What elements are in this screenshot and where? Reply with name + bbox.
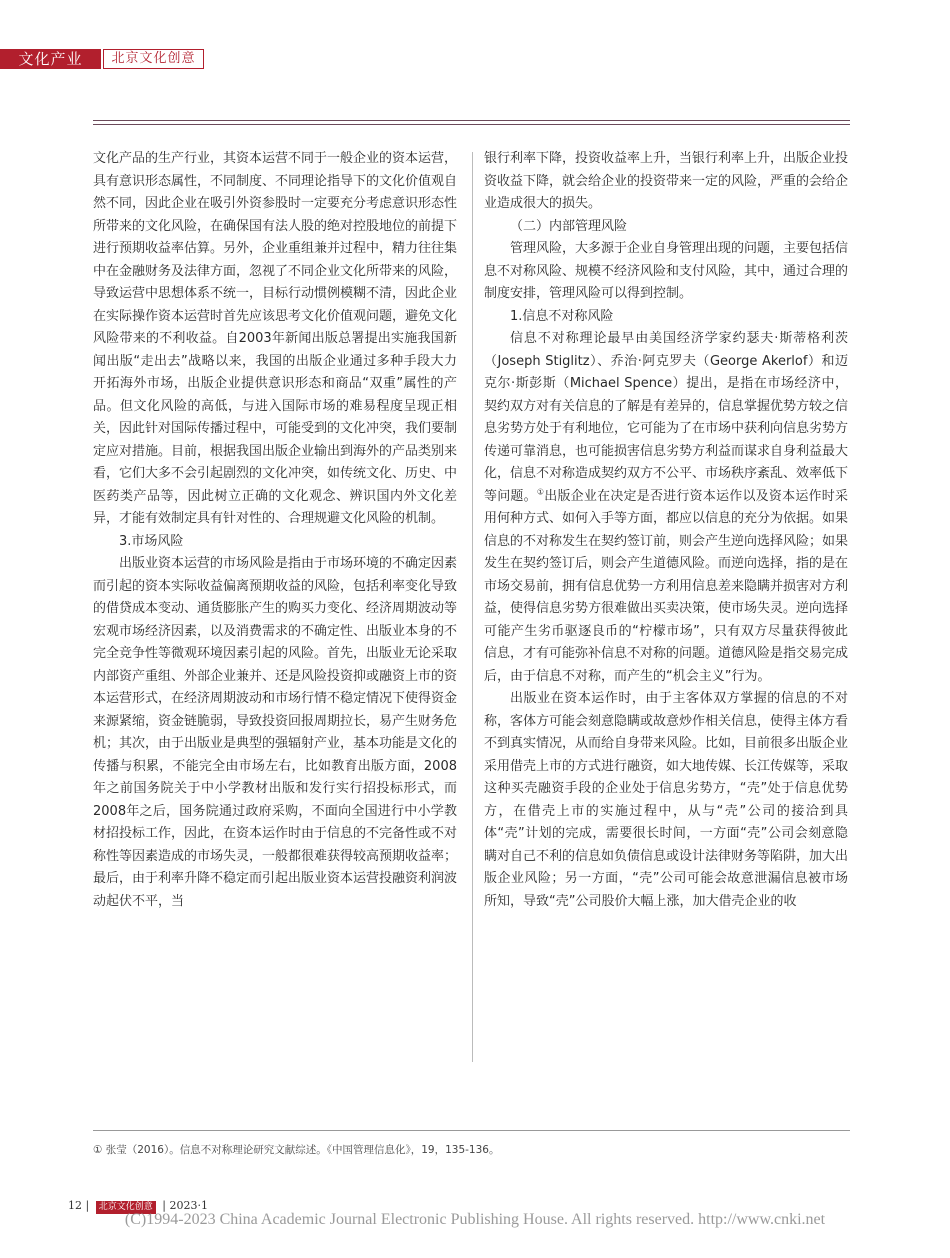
paragraph: 出版业资本运营的市场风险是指由于市场环境的不确定因素而引起的资本实际收益偏离预期收益的风险，包括利率变化导致的借贷成本变动、通货膨胀产生的购买力变化、经济周期波动等宏观市场经济因素，以及消费需求的不确定性、出版业本身的不完全竞争性等微观环境因素引起的风险。首先，出版业无论采取内部资产重组、外部企业兼并、还是风险投资抑或融资上市的资本运营形式，在经济周期波动和市场行情不稳定情况下使得资金来源紧缩，资金链脆弱，导致投资回报周期拉长，易产生财务危机；其次，由于出版业是典型的强辐射产业，基本功能是文化的传播与积累，不能完全由市场左右，比如教育出版方面，2008年之前国务院关于中小学教材出版和发行实行招投标形式，而2008年之后，国务院通过政府采购，不面向全国进行中小学教材招投标工作，因此，在资本运作时由于信息的不完备性或不对称性等因素造成的市场失灵，一般都很难获得较高预期收益率；最后，由于利率升降不稳定而引起出版业资本运营投融资利润波动起伏不平，当 <box>93 556 458 909</box>
copyright-watermark: (C)1994-2023 China Academic Journal Electronic Publishing House. All rights reserved. http://www.cnki.net <box>124 1211 826 1228</box>
footnote-marker[interactable]: ① <box>536 487 545 497</box>
column-divider <box>472 152 473 1062</box>
footer-separator: | <box>162 1199 166 1212</box>
right-column <box>484 148 848 913</box>
paragraph: 银行利率下降，投资收益率上升，当银行利率上升，出版企业投资收益下降，就会给企业的投资带来一定的风险，严重的会给企业造成很大的损失。 <box>484 151 849 211</box>
left-column <box>93 148 457 913</box>
subheading-information-asymmetry: 1.信息不对称风险 <box>510 308 614 324</box>
header-rule-top <box>93 120 850 121</box>
footnote-rule <box>93 1130 850 1131</box>
footnote: ① 张莹（2016）。信息不对称理论研究文献综述。《中国管理信息化》，19，135-136。 <box>93 1144 500 1156</box>
journal-name-tag: 北京文化创意 <box>103 49 204 69</box>
paragraph: 文化产品的生产行业，其资本运营不同于一般企业的资本运营，具有意识形态属性，不同制度、不同理论指导下的文化价值观自然不同，因此企业在吸引外资参股时一定要充分考虑意识形态性所带来的文化风险，在确保国有法人股的绝对控股地位的前提下进行预期收益率估算。另外，企业重组兼并过程中，精力往往集中在金融财务及法律方面，忽视了不同企业文化所带来的风险，导致运营中思想体系不统一，目标行动惯例模糊不清，因此企业在实际操作资本运营时首先应该思考文化价值观问题，避免文化风险带来的不利收益。自2003年新闻出版总署提出实施我国新闻出版“走出去”战略以来，我国的出版企业通过多种手段大力开拓海外市场，出版企业提供意识形态和商品“双重”属性的产品。但文化风险的高低，与进入国际市场的难易程度呈现正相关，因此针对国际传播过程中，可能受到的文化冲突，我们要制定应对措施。目前，根据我国出版企业输出到海外的产品类别来看，它们大多不会引起剧烈的文化冲突，如传统文化、历史、中医药类产品等，因此树立正确的文化观念、辨识国内外文化差异，才能有效制定具有针对性的、合理规避文化风险的机制。 <box>93 151 458 526</box>
paragraph-with-footnote <box>484 328 848 688</box>
header-rule-bottom <box>93 124 850 125</box>
page-number: 12 <box>68 1199 82 1212</box>
paragraph-text: 出版企业在决定是否进行资本运作以及资本运作时采用何种方式、如何入手等方面，都应以信息的充分为依据。如果信息的不对称发生在契约签订前，则会产生逆向选择风险；如果发生在契约签订后，则会产生道德风险。而逆向选择，指的是在市场交易前，拥有信息优势一方利用信息差来隐瞒并损害对方利益，使得信息劣势方很难做出买卖决策，使市场失灵。逆向选择可能产生劣币驱逐良币的“柠檬市场”，只有双方尽量获得彼此信息，才有可能弥补信息不对称的问题。道德风险是指交易完成后，由于信息不对称，而产生的“机会主义”行为。 <box>484 488 849 684</box>
subheading-internal-management-risk: （二）内部管理风险 <box>510 218 628 234</box>
subheading-market-risk: 3.市场风险 <box>119 533 184 549</box>
footer-brand: 北京文化创意 <box>96 1201 156 1214</box>
paragraph: 出版业在资本运作时，由于主客体双方掌握的信息的不对称，客体方可能会刻意隐瞒或故意炒作相关信息，使得主体方看不到真实情况，从而给自身带来风险。比如，目前很多出版企业采用借壳上市的方式进行融资，如大地传媒、长江传媒等，采取这种买壳融资手段的企业处于信息劣势方，“壳”处于信息优势方，在借壳上市的实施过程中，从与“壳”公司的接洽到具体“壳”计划的完成，需要很长时间，一方面“壳”公司会刻意隐瞒对自己不利的信息如负债信息或设计法律财务等陷阱，加大出版企业风险；另一方面，“壳”公司可能会故意泄漏信息被市场所知，导致“壳”公司股价大幅上涨，加大借壳企业的收 <box>484 691 849 909</box>
issue-number: 2023·1 <box>169 1199 208 1212</box>
section-tag: 文化产业 <box>0 49 101 69</box>
footer-separator: | <box>85 1199 90 1212</box>
paragraph: 管理风险，大多源于企业自身管理出现的问题，主要包括信息不对称风险、规模不经济风险和支付风险，其中，通过合理的制度安排，管理风险可以得到控制。 <box>484 241 849 301</box>
paragraph-text: 信息不对称理论最早由美国经济学家约瑟夫·斯蒂格利茨（Joseph Stiglitz）、乔治·阿克罗夫（George Akerlof）和迈克尔·斯彭斯（Michael Spence）提出，是指在市场经济中，契约双方对有关信息的了解是有差异的，信息掌握优势方较之信息劣势方处于有利地位，它可能为了在市场中获利向信息劣势方传递可靠消息，也可能损害信息劣势方利益而谋求自身利益最大化，信息不对称造成契约双方不公平、市场秩序紊乱、效率低下等问题。 <box>484 331 849 504</box>
